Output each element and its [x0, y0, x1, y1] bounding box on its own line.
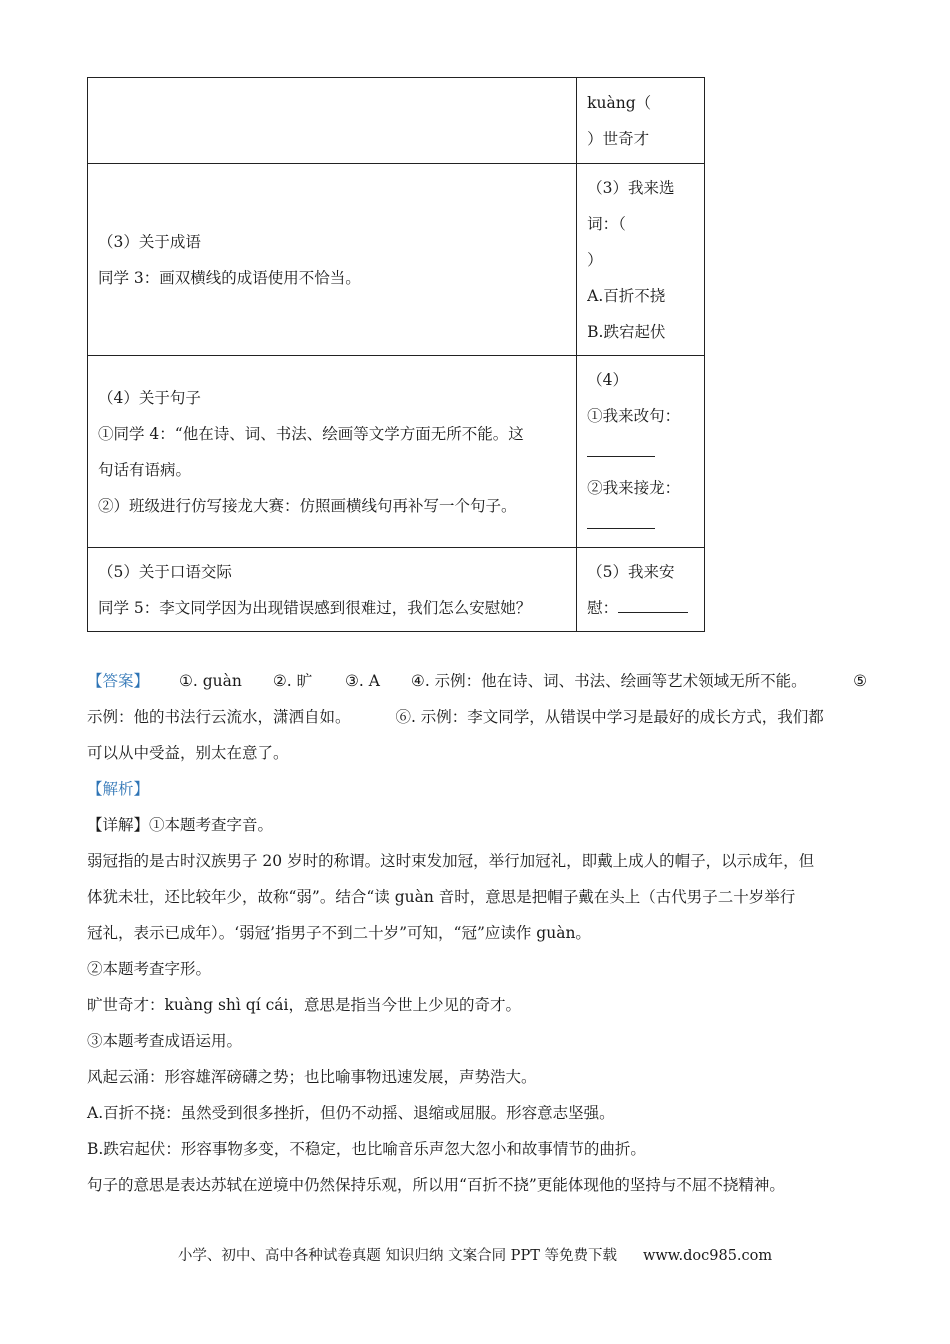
analysis-line: 冠礼，表示已成年）。‘弱冠’指男子不到二十岁”可知，“冠”应读作 guàn。	[87, 924, 591, 942]
answer-line	[87, 699, 867, 735]
analysis-line: B.跌宕起伏：形容事物多变，不稳定，也比喻音乐声忽大忽小和故事情节的曲折。	[87, 1140, 646, 1158]
answer-item: ③. A	[345, 672, 380, 690]
answer-item: ④. 示例：他在诗、词、书法、绘画等艺术领域无所不能。	[410, 672, 807, 690]
blank-underline	[587, 438, 655, 457]
table-row	[88, 548, 705, 632]
analysis-line: 风起云涌：形容雄浑磅礴之势；也比喻事物迅速发展，声势浩大。	[87, 1068, 537, 1086]
answer-item-number: ⑤	[853, 672, 867, 690]
cell-text: A.百折不挠	[587, 286, 666, 305]
table-row	[88, 78, 705, 164]
cell-text	[587, 590, 694, 626]
cell-text: ②我来接龙：	[587, 478, 681, 497]
cell-label: 慰：	[587, 598, 619, 617]
analysis-line: A.百折不挠：虽然受到很多挫折，但仍不动摇、退缩或屈服。形容意志坚强。	[87, 1104, 615, 1122]
analysis-line: 体犹未壮，还比较年少，故称“弱”。结合“读 guàn 音时，意思是把帽子戴在头上（古代男子二十岁举行	[87, 888, 796, 906]
cell-text: （5）关于口语交际	[98, 562, 232, 581]
cell-text: 句话有语病。	[98, 460, 192, 479]
footer-link[interactable]: www.doc985.com	[642, 1248, 773, 1264]
answer-section	[87, 663, 867, 1203]
cell-text: （4）关于句子	[98, 388, 201, 407]
table-cell	[577, 548, 705, 632]
question-table	[87, 77, 705, 632]
analysis-line: ②本题考查字形。	[87, 960, 212, 978]
table-cell	[577, 78, 705, 164]
table-cell	[88, 164, 577, 356]
cell-text: 词：（	[587, 214, 626, 233]
cell-text: （4）	[587, 370, 629, 389]
table-row	[88, 356, 705, 548]
cell-text: kuàng（	[587, 93, 652, 112]
analysis-tag: 【解析】	[87, 780, 150, 798]
table-cell	[88, 356, 577, 548]
answer-tag: 【答案】	[87, 672, 150, 690]
analysis-line: 句子的意思是表达苏轼在逆境中仍然保持乐观，所以用“百折不挠”更能体现他的坚持与不屈不挠精神。	[87, 1176, 785, 1194]
analysis-line: 【详解】①本题考查字音。	[87, 816, 274, 834]
table-row	[88, 164, 705, 356]
cell-text: ）	[587, 250, 603, 269]
footer-text: 小学、初中、高中各种试卷真题 知识归纳 文案合同 PPT 等免费下载	[177, 1248, 617, 1264]
analysis-line: 弱冠指的是古时汉族男子 20 岁时的称谓。这时束发加冠，举行加冠礼，即戴上成人的帽子，以示成年，但	[87, 852, 815, 870]
cell-text: ②）班级进行仿写接龙大赛：仿照画横线句再补写一个句子。	[98, 496, 517, 515]
cell-text: 同学 3：画双横线的成语使用不恰当。	[98, 268, 361, 287]
answer-line: 可以从中受益，别太在意了。	[87, 744, 289, 762]
table-cell	[577, 356, 705, 548]
table-cell	[577, 164, 705, 356]
blank-underline	[618, 594, 688, 613]
cell-text: ①我来改句：	[587, 406, 681, 425]
blank-underline	[587, 510, 655, 529]
analysis-line: 旷世奇才：kuàng shì qí cái，意思是指当今世上少见的奇才。	[87, 996, 521, 1014]
cell-text: ）世奇才	[587, 129, 650, 148]
cell-text: 同学 5：李文同学因为出现错误感到很难过，我们怎么安慰她？	[98, 598, 532, 617]
table-cell	[88, 78, 577, 164]
answer-line	[87, 663, 867, 699]
page-footer	[0, 1244, 950, 1265]
answer-blank-line	[587, 506, 694, 542]
analysis-line: ③本题考查成语运用。	[87, 1032, 243, 1050]
answer-item: ②. 旷	[272, 672, 313, 690]
cell-text: B.跌宕起伏	[587, 322, 666, 341]
cell-text: （3）关于成语	[98, 232, 201, 251]
answer-item: 示例：他的书法行云流水，潇洒自如。	[87, 708, 351, 726]
table-cell	[88, 548, 577, 632]
cell-text: ①同学 4：“他在诗、词、书法、绘画等文学方面无所不能。这	[98, 424, 524, 443]
answer-item: ①. guàn	[179, 672, 242, 690]
answer-item: ⑥. 示例：李文同学，从错误中学习是最好的成长方式，我们都	[395, 708, 824, 726]
cell-text: （5）我来安	[587, 562, 675, 581]
answer-blank-line	[587, 434, 694, 470]
cell-text: （3）我来选	[587, 178, 675, 197]
